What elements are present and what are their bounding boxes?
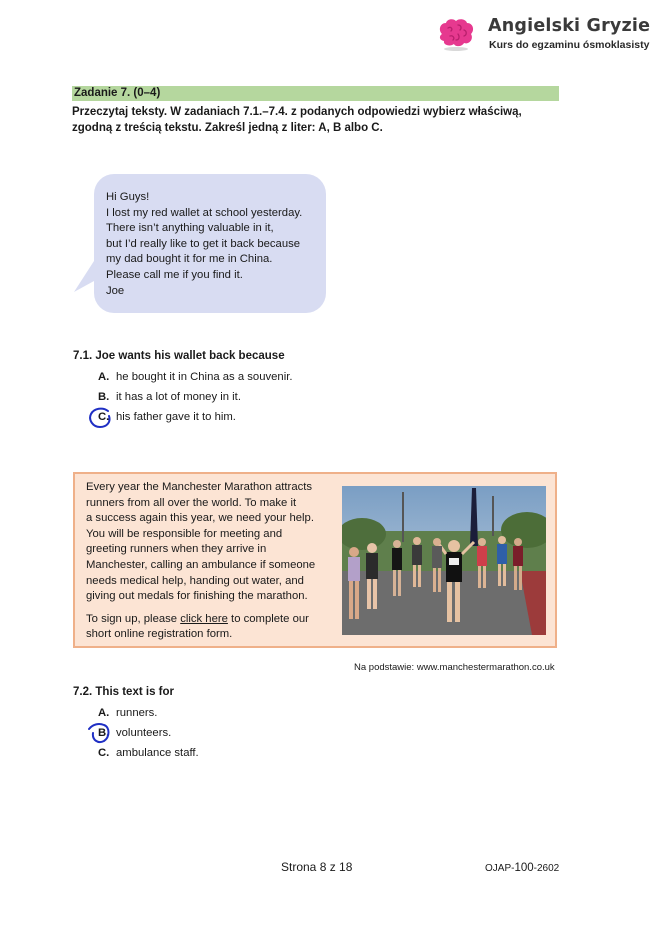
q2-option-a[interactable] — [98, 707, 157, 719]
message-line: Hi Guys! — [106, 191, 150, 203]
q1-option-c[interactable] — [98, 411, 236, 423]
message-line: There isn’t anything valuable in it, — [106, 222, 274, 235]
question-number: 7.2. — [73, 686, 93, 698]
exam-code — [485, 862, 559, 874]
task-instruction — [72, 104, 562, 136]
option-text: ambulance staff. — [116, 747, 199, 759]
marathon-line: runners from all over the world. To make it — [86, 496, 297, 509]
marathon-line: greeting runners when they arrive in — [86, 543, 267, 556]
instruction-line: Przeczytaj teksty. W zadaniach 7.1.–7.4. z podanych odpowiedzi wybierz właściwą, — [72, 106, 522, 118]
question-text: This text is for — [95, 686, 174, 698]
message-line: Joe — [106, 284, 125, 297]
brand-subtitle: Kurs do egzaminu ósmoklasisty — [489, 39, 650, 51]
exam-code-main: 100 — [514, 862, 534, 874]
marathon-line: needs medical help, handing out water, and — [86, 574, 304, 587]
marathon-line: giving out medals for finishing the marathon. — [86, 590, 308, 603]
message-text — [106, 190, 302, 299]
option-letter: A. — [98, 371, 110, 383]
marathon-runners-photo — [342, 486, 546, 635]
marathon-line: Every year the Manchester Marathon attracts — [86, 481, 313, 493]
brand-title: Angielski Gryzie — [488, 16, 651, 36]
signup-line: short online registration form. — [86, 628, 233, 641]
answer-circle-mark — [87, 722, 115, 744]
option-letter: B. — [98, 391, 110, 403]
message-line: my dad bought it for me in China. — [106, 253, 273, 266]
q1-option-b[interactable] — [98, 391, 241, 403]
option-letter: A. — [98, 707, 110, 719]
question-7-1 — [73, 350, 285, 362]
q2-option-c[interactable] — [98, 747, 199, 759]
option-letter: B. — [98, 727, 110, 739]
signup-text: to complete our — [227, 612, 309, 625]
option-text: volunteers. — [116, 727, 172, 739]
page-number: Strona 8 z 18 — [281, 860, 353, 874]
signup-text: To sign up, please — [86, 612, 181, 625]
brain-icon — [436, 16, 476, 52]
question-number: 7.1. — [73, 350, 93, 362]
option-letter: C. — [98, 411, 110, 423]
marathon-line: Manchester, calling an ambulance if someone — [86, 558, 316, 571]
marathon-text — [86, 480, 336, 643]
question-7-2 — [73, 686, 174, 698]
signup-line — [86, 612, 336, 628]
message-line: Please call me if you find it. — [106, 268, 243, 281]
answer-circle-mark — [88, 407, 116, 429]
option-letter: C. — [98, 747, 110, 759]
question-text: Joe wants his wallet back because — [95, 350, 285, 362]
click-here-link[interactable]: click here — [180, 612, 228, 625]
message-line: but I’d really like to get it back because — [106, 237, 301, 250]
q1-option-a[interactable] — [98, 371, 292, 383]
marathon-line: You will be responsible for meeting and — [86, 527, 283, 540]
option-text: runners. — [116, 707, 158, 719]
exam-code-prefix: OJAP- — [485, 863, 515, 874]
message-line: I lost my red wallet at school yesterday. — [106, 206, 303, 219]
instruction-line: zgodną z treścią tekstu. Zakreśl jedną z liter: A, B albo C. — [72, 122, 383, 134]
source-note: Na podstawie: www.manchestermarathon.co.uk — [354, 662, 555, 673]
marathon-line: a success again this year, we need your help. — [86, 512, 314, 525]
exam-code-suffix: -2602 — [533, 863, 560, 874]
option-text: he bought it in China as a souvenir. — [116, 371, 293, 383]
option-text: his father gave it to him. — [116, 411, 236, 423]
task-title: Zadanie 7. (0–4) — [74, 87, 161, 99]
option-text: it has a lot of money in it. — [116, 391, 241, 403]
